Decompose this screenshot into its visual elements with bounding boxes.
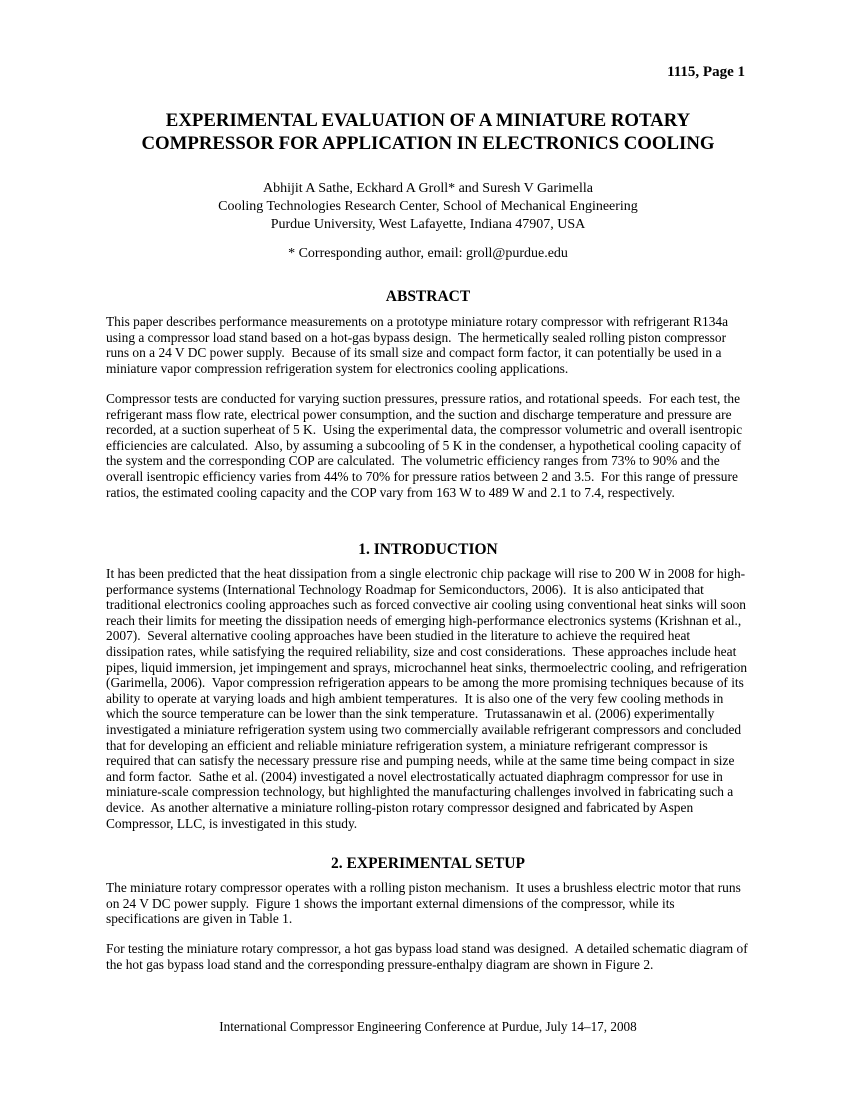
authors-block <box>106 180 750 234</box>
paper-title-line-2: COMPRESSOR FOR APPLICATION IN ELECTRONICS COOLING <box>141 133 715 154</box>
corresponding-author-note: * Corresponding author, email: groll@purdue.edu <box>288 246 568 261</box>
abstract-paragraph-1: This paper describes performance measurements on a prototype miniature rotary compressor with refrigerant R134a using a compressor load stand based on a hot-gas bypass design. The hermetically sealed rolling piston compressor runs on a 24 V DC power supply. Because of its small size and compact form factor, it can potentially be used in a miniature vapor compression refrigeration system for electronics cooling applications. <box>106 314 732 376</box>
footer-conference-note: International Compressor Engineering Conference at Purdue, July 14–17, 2008 <box>219 1019 637 1034</box>
affiliation-line-1: Cooling Technologies Research Center, School of Mechanical Engineering <box>218 199 638 214</box>
introduction-paragraph: It has been predicted that the heat dissipation from a single electronic chip package will rise to 200 W in 2008 for high-performance systems (International Technology Roadmap for Semiconductors, 2006). It is also anticipated that traditional electronics cooling approaches such as forced convective air cooling using conventional heat sinks will soon reach their limits for meeting the dissipation needs of emerging high-performance electronics systems (Krishnan et al., 2007). Several alternative cooling approaches have been studied in the literature to achieve the required heat dissipation rates, while satisfying the required reliability, size and cost considerations. These approaches include heat pipes, liquid immersion, jet impingement and sprays, microchannel heat sinks, thermoelectric cooling, and refrigeration (Garimella, 2006). Vapor compression refrigeration appears to be among the more promising techniques because of its ability to operate at varying loads and high ambient temperatures. It is also one of the very few cooling methods in which the source temperature can be lower than the sink temperature. Trutassanawin et al. (2006) experimentally investigated a miniature refrigeration system using two commercially available refrigerant compressors and concluded that for developing an efficient and reliable miniature refrigeration system, a miniature refrigerant compressor is required that can satisfy the necessary pressure rise and pumping needs, while at the same time being compact in size and form factor. Sathe et al. (2004) investigated a novel electrostatically actuated diaphragm compressor for use in miniature-scale compression technology, but highlighted the manufacturing challenges involved in fabricating such a device. As another alternative a miniature rolling-piston rotary compressor designed and fabricated by Aspen Compressor, LLC, is investigated in this study. <box>106 566 751 831</box>
experimental-setup-heading: 2. EXPERIMENTAL SETUP <box>331 855 525 872</box>
paper-title <box>106 109 750 155</box>
affiliation-line-2: Purdue University, West Lafayette, Indiana 47907, USA <box>270 217 586 232</box>
abstract-heading: ABSTRACT <box>385 288 471 305</box>
authors-names: Abhijit A Sathe, Eckhard A Groll* and Suresh V Garimella <box>263 181 593 196</box>
introduction-heading: 1. INTRODUCTION <box>358 541 498 558</box>
paper-title-line-1: EXPERIMENTAL EVALUATION OF A MINIATURE ROTARY <box>165 110 691 131</box>
experimental-setup-paragraph-1: The miniature rotary compressor operates with a rolling piston mechanism. It uses a brushless electric motor that runs on 24 V DC power supply. Figure 1 shows the important external dimensions of the compressor, while its specifications are given in Table 1. <box>106 880 745 927</box>
experimental-setup-paragraph-2: For testing the miniature rotary compressor, a hot gas bypass load stand was designed. A detailed schematic diagram of the hot gas bypass load stand and the corresponding pressure-enthalpy diagram are shown in Figure 2. <box>106 941 752 972</box>
page-number-header: 1115, Page 1 <box>667 64 745 80</box>
abstract-paragraph-2: Compressor tests are conducted for varying suction pressures, pressure ratios, and rotational speeds. For each test, the refrigerant mass flow rate, electrical power consumption, and the suction and discharge temperature and pressure are recorded, at a suction superheat of 5 K. Using the experimental data, the compressor volumetric and overall isentropic efficiencies are calculated. Also, by assuming a subcooling of 5 K in the condenser, a hypothetical cooling capacity of the system and the corresponding COP are calculated. The volumetric efficiency ranges from 73% to 90% and the overall isentropic efficiency varies from 44% to 70% for pressure ratios between 2 and 3.5. For this range of pressure ratios, the estimated cooling capacity and the COP vary from 163 W to 489 W and 2.1 to 7.4, respectively. <box>106 391 746 500</box>
